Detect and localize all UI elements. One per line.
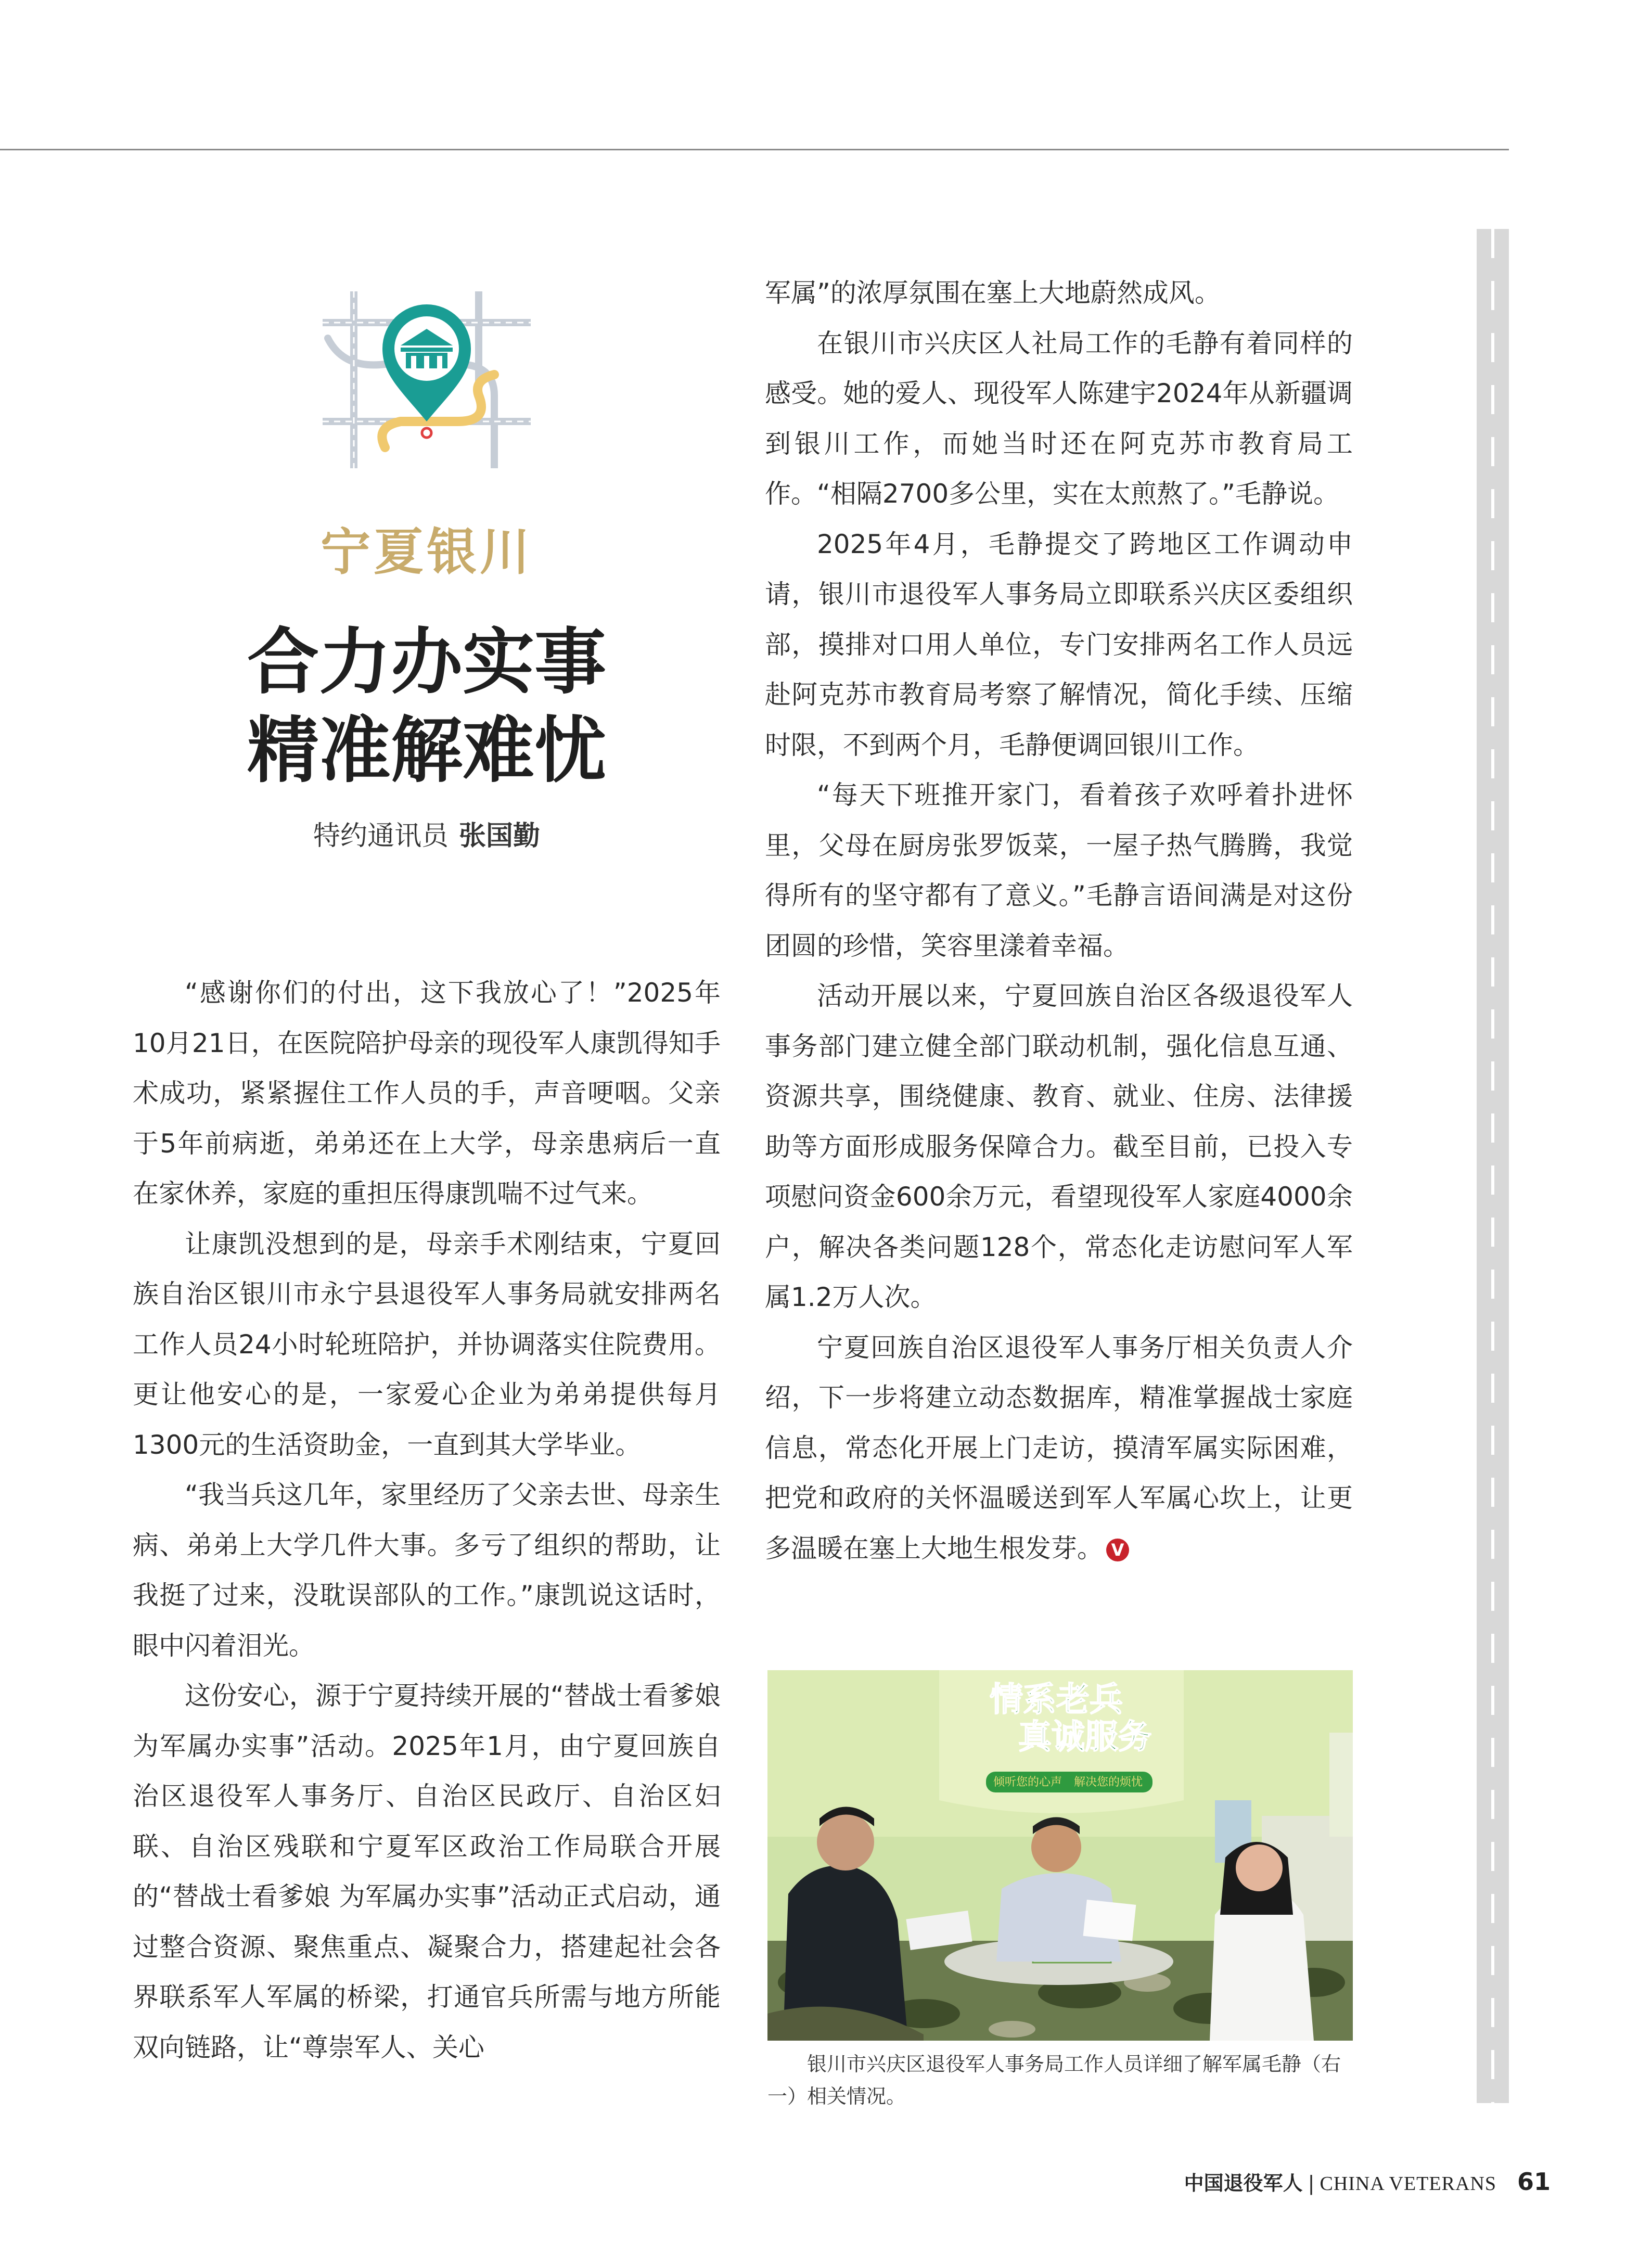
title-line-1: 合力办实事 [247, 620, 606, 704]
region-heading: 宁夏银川 [321, 523, 533, 581]
photo-caption: 银川市兴庆区退役军人事务局工作人员详细了解军属毛静（右一）相关情况。 [767, 2053, 1341, 2108]
article-title [177, 618, 676, 795]
page-number: 61 [1517, 2168, 1551, 2196]
paragraph: “感谢你们的付出，这下我放心了！”2025年10月21日，在医院陪护母亲的现役军人康凯得知手术成功，紧紧握住工作人员的手，声音哽咽。父亲于5年前病逝，弟弟还在上大学，母亲患病后一直在家休养，家庭的重担压得康凯喘不过气来。 [133, 978, 721, 1209]
article-photo [767, 1670, 1353, 2041]
top-rule [0, 149, 1509, 150]
footer-separator: | [1308, 2172, 1315, 2195]
paragraph: 2025年4月，毛静提交了跨地区工作调动申请，银川市退役军人事务局立即联系兴庆区委组织部，摸排对口用人单位，专门安排两名工作人员远赴阿克苏市教育局考察了解情况，简化手续、压缩时限，不到两个月，毛静便调回银川工作。 [765, 529, 1353, 760]
side-road-strip [1477, 229, 1509, 2103]
paragraph: 在银川市兴庆区人社局工作的毛静有着同样的感受。她的爱人、现役军人陈建宇2024年从新疆调到银川工作，而她当时还在阿克苏市教育局工作。“相隔2700多公里，实在太煎熬了。”毛静说。 [765, 328, 1353, 509]
banner-sub-a: 倾听您的心声 [993, 1776, 1062, 1789]
banner-line-2: 真诚服务 [1018, 1718, 1151, 1757]
right-column [765, 268, 1353, 1573]
banner-sub-b: 解决您的烦忧 [1073, 1776, 1143, 1789]
publication-english: CHINA VETERANS [1320, 2173, 1496, 2195]
road-dash [1491, 229, 1494, 2103]
banner-line-1: 情系老兵 [990, 1680, 1123, 1719]
paragraph: 让康凯没想到的是，母亲手术刚结束，宁夏回族自治区银川市永宁县退役军人事务局就安排两名工作人员24小时轮班陪护，并协调落实住院费用。更让他安心的是，一家爱心企业为弟弟提供每月1300元的生活资助金，一直到其大学毕业。 [133, 1228, 721, 1460]
title-line-2: 精准解难忧 [247, 709, 606, 792]
paragraph-text: 宁夏回族自治区退役军人事务厅相关负责人介绍，下一步将建立动态数据库，精准掌握战士家庭信息，常态化开展上门走访，摸清军属实际困难，把党和政府的关怀温暖送到军人军属心坎上，让更多温暖在塞上大地生根发芽。 [765, 1332, 1353, 1564]
paragraph: 这份安心，源于宁夏持续开展的“替战士看爹娘 为军属办实事”活动。2025年1月，由宁夏回族自治区退役军人事务厅、自治区民政厅、自治区妇联、自治区残联和宁夏军区政治工作局联合开展的“替战士看爹娘 为军属办实事”活动正式启动，通过整合资源、聚焦重点、凝聚合力，搭建起社会各界联系军人军属的桥梁，打通官兵所需与地方所能双向链路，让“尊崇军人、关心 [133, 1681, 721, 2062]
paragraph-last [765, 1323, 1353, 1574]
page-footer [1093, 2167, 1551, 2196]
byline-role: 特约通讯员 [313, 821, 449, 852]
paragraph: “每天下班推开家门，看着孩子欢呼着扑进怀里，父母在厨房张罗饭菜，一屋子热气腾腾，我觉得所有的坚守都有了意义。”毛静言语间满是对这份团圆的珍惜，笑容里漾着幸福。 [765, 780, 1353, 961]
publication-name: 中国退役军人 [1184, 2172, 1303, 2195]
paragraph: “我当兵这几年，家里经历了父亲去世、母亲生病、弟弟上大学几件大事。多亏了组织的帮助，让我挺了过来，没耽误部队的工作。”康凯说这话时，眼中闪着泪光。 [133, 1480, 721, 1661]
left-column [133, 968, 721, 2072]
paragraph-continuation: 军属”的浓厚氛围在塞上大地蔚然成风。 [765, 278, 1221, 308]
byline [229, 814, 624, 853]
paragraph: 活动开展以来，宁夏回族自治区各级退役军人事务部门建立健全部门联动机制，强化信息互通、资源共享，围绕健康、教育、就业、住房、法律援助等方面形成服务保障合力。截至目前，已投入专项慰问资金600余万元，看望现役军人家庭4000余户，解决各类问题128个，常态化走访慰问军人军属1.2万人次。 [765, 981, 1353, 1312]
location-pin-icon [323, 291, 531, 468]
byline-name: 张国勤 [459, 821, 541, 852]
end-mark-icon: V [1106, 1539, 1129, 1561]
